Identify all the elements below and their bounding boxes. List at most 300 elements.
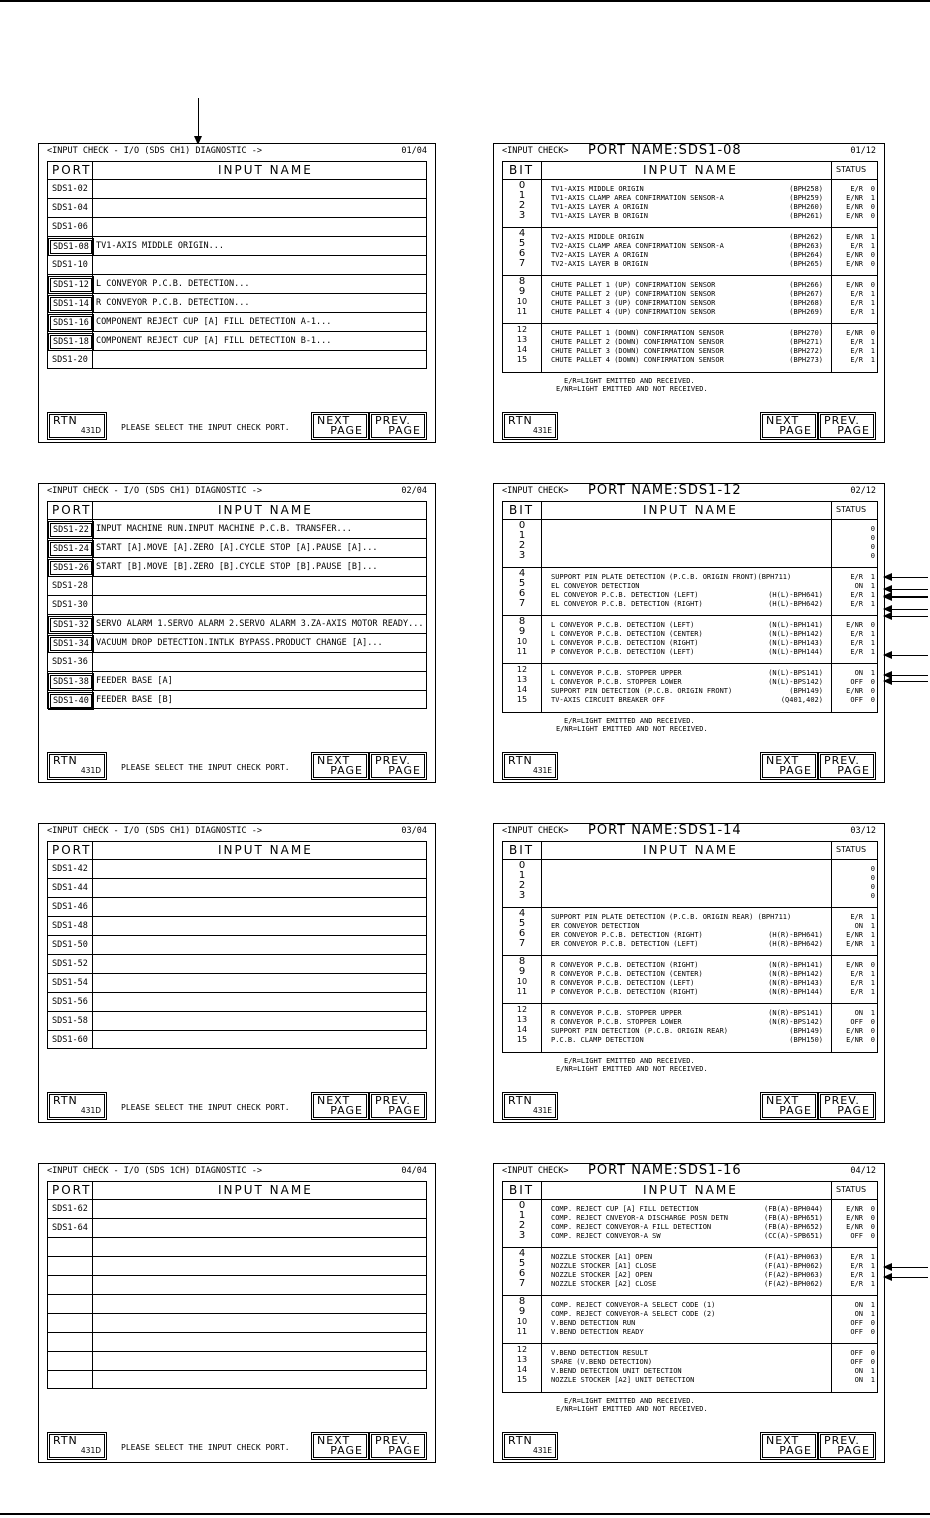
panel-title [502,823,876,840]
input-name-text: P CONVEYOR P.C.B. DETECTION (RIGHT) [551,988,699,996]
status-bit-value: 1 [870,922,875,930]
status-bit-value: 1 [870,639,875,647]
status-bit-value: 0 [870,251,875,259]
input-names [551,1350,823,1386]
input-name-text: TV2-AXIS LAYER B ORIGIN [551,260,648,268]
table-row [48,294,426,313]
table-row [48,351,426,369]
table-row [48,332,426,351]
status-text: E/NR [846,194,863,202]
port-select-button[interactable]: SDS1-38 [50,675,92,689]
next-page-button[interactable] [762,414,816,438]
bit-group [503,1296,877,1344]
port-select-button: SDS1-64 [52,1223,88,1233]
status-text: E/NR [846,329,863,337]
bit-number: 12 [516,325,528,334]
status-bit-value: 0 [870,678,875,686]
table-row [48,596,426,615]
status-text: OFF [850,1018,863,1026]
port-select-button[interactable]: SDS1-16 [50,316,92,330]
next-page-button[interactable] [313,1434,367,1458]
bit-group [503,908,877,956]
next-page-button-label: NEXT [766,414,800,427]
bit-number: 15 [516,1375,528,1384]
status-bit-value: 0 [870,1232,875,1240]
status-values [837,622,877,658]
sensor-ref: (BPH261) [789,212,823,220]
table-row [48,1352,426,1371]
status-values [837,1302,877,1338]
input-check-list-panel [38,1163,436,1463]
legend-er: E/R=LIGHT EMITTED AND RECEIVED. [564,1397,695,1405]
rtn-button[interactable] [504,1434,556,1458]
input-name-line [551,1377,823,1386]
port-column-header: PORT [52,503,92,517]
status-bit-value: 0 [870,892,875,900]
status-values [837,574,877,610]
table-row [48,653,426,672]
prev-page-button-sublabel: PAGE [837,424,870,437]
status-bit-value: 0 [870,1223,875,1231]
bit-number: 10 [516,637,528,646]
next-page-button-sublabel: PAGE [330,424,363,437]
rtn-button[interactable] [504,1094,556,1118]
status-text: OFF [850,1319,863,1327]
input-name-text: ER CONVEYOR P.C.B. DETECTION (LEFT) [551,940,699,948]
sensor-ref: (BPH263) [789,242,823,250]
bit-number: 7 [518,938,526,949]
rtn-button[interactable] [49,1434,105,1458]
bit-number: 12 [516,1345,528,1354]
input-name-line [551,941,823,950]
status-values [837,1254,877,1290]
input-name-line [551,213,823,222]
table-row [48,1295,426,1314]
input-name-text: EL CONVEYOR P.C.B. DETECTION (LEFT) [551,591,699,599]
bit-column-header: BIT [509,503,535,517]
port-select-button[interactable]: SDS1-34 [50,637,92,651]
bit-number: 7 [518,598,526,609]
bit-status-table [502,841,878,1053]
bit-number: 6 [518,1268,526,1279]
port-table [47,501,427,709]
prev-page-button[interactable] [820,414,874,438]
status-bit-value: 1 [870,1009,875,1017]
table-row [48,539,426,558]
status-bit-value: 0 [870,534,875,542]
input-name-text: R CONVEYOR P.C.B. DETECTION (CENTER) [551,970,703,978]
bit-number: 5 [518,238,526,249]
port-select-button [50,1355,90,1367]
sensor-ref: (F(A1)-BPH062) [763,1262,823,1270]
select-port-message: PLEASE SELECT THE INPUT CHECK PORT. [121,423,290,432]
next-page-button-sublabel: PAGE [779,1104,812,1117]
status-text: E/NR [846,940,863,948]
next-page-button-sublabel: PAGE [779,764,812,777]
input-name-cell: VACUUM DROP DETECTION.INTLK BYPASS.PRODUCT CHANGE [A]... [96,638,383,648]
port-select-button[interactable]: SDS1-08 [50,240,92,254]
status-bit-value: 0 [870,874,875,882]
bit-number: 14 [516,685,528,694]
status-text: E/R [850,591,863,599]
table-row [48,199,426,218]
port-select-button[interactable]: SDS1-18 [50,335,92,349]
next-page-button-sublabel: PAGE [330,1104,363,1117]
bit-number: 8 [518,616,526,627]
bit-numbers [511,570,533,610]
next-page-button[interactable] [313,414,367,438]
panel-footer [502,750,876,778]
panel-title-text: <INPUT CHECK> [502,486,569,496]
sensor-ref: (N(R)-BPH143) [768,979,823,987]
legend-er: E/R=LIGHT EMITTED AND RECEIVED. [564,377,695,385]
next-page-button[interactable] [313,1094,367,1118]
bit-group [503,324,877,371]
rtn-button[interactable] [49,414,105,438]
prev-page-button[interactable] [820,1434,874,1458]
port-status-panel [493,1163,885,1463]
input-check-list-panel [38,143,436,443]
status-values [837,526,877,562]
prev-page-button-sublabel: PAGE [837,1104,870,1117]
status-bit-value: 0 [870,1328,875,1336]
bit-number: 15 [516,355,528,364]
port-select-button: SDS1-52 [52,959,88,969]
bit-group [503,860,877,908]
port-select-button[interactable]: SDS1-24 [50,542,92,556]
input-name-cell: SERVO ALARM 1.SERVO ALARM 2.SERVO ALARM 3.ZA-AXIS MOTOR READY... [96,619,424,629]
prev-page-button[interactable] [820,754,874,778]
status-bit-value: 1 [870,591,875,599]
bit-group [503,1344,877,1391]
status-text: E/R [850,347,863,355]
panel-title-text: <INPUT CHECK> [502,826,569,836]
status-bit-value: 1 [870,648,875,656]
status-text: E/NR [846,233,863,241]
next-page-button[interactable] [762,754,816,778]
input-name-text: TV2-AXIS CLAMP AREA CONFIRMATION SENSOR-A [551,242,724,250]
input-name-text: TV1-AXIS LAYER B ORIGIN [551,212,648,220]
input-name-text: CHUTE PALLET 4 (UP) CONFIRMATION SENSOR [551,308,716,316]
page-number: 01/12 [850,146,876,156]
callout-arrow-left [884,675,928,676]
input-name-line [551,553,823,562]
input-name-text: COMP. REJECT CNVEYOR-A DISCHARGE POSN DETN [551,1214,729,1222]
input-name-text: L CONVEYOR P.C.B. STOPPER LOWER [551,678,682,686]
table-row [48,955,426,974]
status-bit-value: 1 [870,338,875,346]
status-text: OFF [850,678,863,686]
panel-footer [502,1090,876,1118]
prev-page-button-label: PREV. [375,754,411,767]
rtn-button-code: 431D [80,766,101,775]
status-bit-value: 0 [870,281,875,289]
prev-page-button[interactable] [371,1094,425,1118]
top-rule [0,0,930,2]
table-row [48,180,426,199]
bit-number: 9 [518,966,526,977]
bit-number: 14 [516,345,528,354]
sensor-ref: (N(L)-BPH143) [768,639,823,647]
bit-number: 13 [516,335,528,344]
bit-group [503,520,877,568]
status-bit-value: 0 [870,1319,875,1327]
status-text: ON [854,1310,863,1318]
callout-arrow-left [884,616,928,617]
table-row [48,672,426,691]
sensor-ref: (BPH271) [789,338,823,346]
bit-number: 0 [518,180,526,191]
callout-arrow-left [884,1267,928,1268]
rtn-button[interactable] [49,754,105,778]
port-select-button [50,1374,90,1386]
legend-enr: E/NR=LIGHT EMITTED AND NOT RECEIVED. [556,725,708,733]
port-select-button: SDS1-60 [52,1035,88,1045]
rtn-button-code: 431D [80,1106,101,1115]
sensor-ref: (BPH269) [789,308,823,316]
bit-number: 0 [518,1200,526,1211]
input-names [551,1206,823,1242]
bit-group [503,616,877,664]
table-row [48,936,426,955]
input-names [551,670,823,706]
status-line [837,553,877,562]
input-name-line [551,535,823,544]
next-page-button-label: NEXT [317,1434,351,1447]
status-bit-value: 0 [870,212,875,220]
bit-number: 10 [516,297,528,306]
prev-page-button[interactable] [371,754,425,778]
rtn-button-label: RTN [53,1094,78,1107]
table-header [503,842,877,860]
next-page-button-sublabel: PAGE [330,1444,363,1457]
input-name-text: ER CONVEYOR DETECTION [551,922,640,930]
bit-number: 5 [518,578,526,589]
port-column-header: PORT [52,163,92,177]
port-select-button[interactable]: SDS1-26 [50,561,92,575]
table-row [48,1200,426,1219]
input-name-text: SPARE (V.BEND DETECTION) [551,1358,653,1366]
port-select-button[interactable]: SDS1-32 [50,618,92,632]
status-text: E/R [850,979,863,987]
rtn-button-code: 431E [532,1106,552,1115]
callout-arrow-left [884,655,928,656]
status-text: E/R [850,988,863,996]
status-bit-value: 0 [870,1205,875,1213]
bit-number: 12 [516,665,528,674]
port-select-button: SDS1-44 [52,883,88,893]
status-line [837,1329,877,1338]
status-bit-value: 0 [870,1349,875,1357]
bit-group [503,276,877,324]
sensor-ref: (Q401,402) [780,696,823,704]
prev-page-button-sublabel: PAGE [388,764,421,777]
status-bit-value: 1 [870,1262,875,1270]
status-text: ON [854,922,863,930]
status-text: ON [854,669,863,677]
bit-number: 10 [516,1317,528,1326]
rtn-button[interactable] [49,1094,105,1118]
prev-page-button[interactable] [371,414,425,438]
table-row [48,256,426,275]
legend-er: E/R=LIGHT EMITTED AND RECEIVED. [564,717,695,725]
status-text: ON [854,1009,863,1017]
input-name-text: NOZZLE STOCKER [A2] CLOSE [551,1280,657,1288]
panel-footer [47,750,427,778]
input-name-cell: COMPONENT REJECT CUP [A] FILL DETECTION B-1... [96,336,332,346]
status-text: E/NR [846,281,863,289]
next-page-button[interactable] [762,1434,816,1458]
table-header [48,1182,426,1200]
table-row [48,237,426,256]
port-select-button[interactable]: SDS1-14 [50,297,92,311]
input-name-text: CHUTE PALLET 4 (DOWN) CONFIRMATION SENSOR [551,356,724,364]
port-status-panel [493,483,885,783]
next-page-button-label: NEXT [317,1094,351,1107]
next-page-button-sublabel: PAGE [779,1444,812,1457]
input-name-line [551,1329,823,1338]
input-name-line [551,309,823,318]
callout-arrow-down [198,98,199,144]
port-status-panel [493,143,885,443]
input-name-column-header: INPUT NAME [218,503,313,517]
bit-number: 13 [516,1355,528,1364]
sensor-ref: (H(L)-BPH641) [768,591,823,599]
table-header [48,842,426,860]
rtn-button[interactable] [504,414,556,438]
prev-page-button[interactable] [820,1094,874,1118]
input-name-cell: INPUT MACHINE RUN.INPUT MACHINE P.C.B. TRANSFER... [96,524,352,534]
input-name-text: TV1-AXIS MIDDLE ORIGIN [551,185,644,193]
bit-column-header: BIT [509,1183,535,1197]
rtn-button[interactable] [504,754,556,778]
input-name-text: SUPPORT PIN PLATE DETECTION (P.C.B. ORIGIN REAR) (BPH711) [551,913,792,921]
bit-numbers [511,862,533,902]
sensor-ref: (BPH262) [789,233,823,241]
table-row [48,1012,426,1031]
panel-footer [47,1090,427,1118]
input-name-column-header: INPUT NAME [218,843,313,857]
sensor-ref: (FB(A)-BPH652) [763,1223,823,1231]
bit-status-table [502,161,878,373]
status-values [837,962,877,998]
bit-numbers [511,522,533,562]
callout-arrow-left [884,597,928,598]
bit-number: 6 [518,248,526,259]
port-select-button[interactable]: SDS1-22 [50,523,92,537]
port-select-button: SDS1-46 [52,902,88,912]
input-name-text: TV1-AXIS CLAMP AREA CONFIRMATION SENSOR-A [551,194,724,202]
table-row [48,974,426,993]
sensor-ref: (FB(A)-BPH044) [763,1205,823,1213]
status-line [837,941,877,950]
select-port-message: PLEASE SELECT THE INPUT CHECK PORT. [121,1443,290,1452]
input-name-text: V.BEND DETECTION UNIT DETECTION [551,1367,682,1375]
input-name-text: NOZZLE STOCKER [A1] OPEN [551,1253,653,1261]
port-status-panel [493,823,885,1123]
input-name-text: NOZZLE STOCKER [A1] CLOSE [551,1262,657,1270]
port-select-button[interactable]: SDS1-12 [50,278,92,292]
port-select-button [50,1336,90,1348]
table-row [48,993,426,1012]
status-text: E/NR [846,931,863,939]
port-select-button [50,1260,90,1272]
port-select-button[interactable]: SDS1-40 [50,694,92,708]
input-name-text: SUPPORT PIN PLATE DETECTION (P.C.B. ORIGIN FRONT)(BPH711) [551,573,792,581]
select-port-message: PLEASE SELECT THE INPUT CHECK PORT. [121,763,290,772]
bit-number: 11 [516,1327,528,1336]
input-names [551,330,823,366]
sensor-ref: (BPH265) [789,260,823,268]
page-number: 01/04 [401,146,427,156]
input-name-text: P.C.B. CLAMP DETECTION [551,1036,644,1044]
sensor-ref: (BPH259) [789,194,823,202]
input-name-line [551,866,823,875]
status-bit-value: 0 [870,621,875,629]
bit-number: 14 [516,1025,528,1034]
status-bit-value: 1 [870,940,875,948]
bit-numbers [511,910,533,950]
input-name-text: CHUTE PALLET 3 (DOWN) CONFIRMATION SENSOR [551,347,724,355]
status-line [837,893,877,902]
status-text: E/R [850,970,863,978]
input-name-line [551,989,823,998]
status-text: E/NR [846,961,863,969]
status-text: E/NR [846,687,863,695]
input-name-cell: FEEDER BASE [B] [96,695,173,705]
table-row [48,691,426,709]
callout-arrow-left [884,609,928,610]
status-values [837,1350,877,1386]
input-name-text: TV2-AXIS LAYER A ORIGIN [551,251,648,259]
bit-number: 0 [518,860,526,871]
status-text: E/R [850,356,863,364]
status-bit-value: 1 [870,979,875,987]
prev-page-button-label: PREV. [824,1094,860,1107]
status-text: E/R [850,242,863,250]
status-text: ON [854,582,863,590]
input-name-line [551,544,823,553]
status-text: OFF [850,1358,863,1366]
input-name-text: EL CONVEYOR P.C.B. DETECTION (RIGHT) [551,600,703,608]
sensor-ref: (BPH258) [789,185,823,193]
status-text: E/R [850,648,863,656]
status-values [837,670,877,706]
status-bit-value: 1 [870,242,875,250]
status-text: E/R [850,290,863,298]
status-bit-value: 0 [870,865,875,873]
bit-group [503,568,877,616]
status-text: E/R [850,1262,863,1270]
input-name-line [551,893,823,902]
port-select-button: SDS1-04 [52,203,88,213]
status-bit-value: 1 [870,1310,875,1318]
input-names [551,186,823,222]
prev-page-button-label: PREV. [824,1434,860,1447]
table-row [48,1031,426,1049]
sensor-ref: (N(R)-BPH144) [768,988,823,996]
next-page-button[interactable] [313,754,367,778]
prev-page-button[interactable] [371,1434,425,1458]
status-text: E/NR [846,1036,863,1044]
port-column-header: PORT [52,843,92,857]
input-name-text: COMP. REJECT CONVEYOR-A SELECT CODE (1) [551,1301,716,1309]
status-line [837,1037,877,1046]
next-page-button[interactable] [762,1094,816,1118]
port-column-header: PORT [52,1183,92,1197]
bit-number: 9 [518,626,526,637]
port-select-button: SDS1-54 [52,978,88,988]
